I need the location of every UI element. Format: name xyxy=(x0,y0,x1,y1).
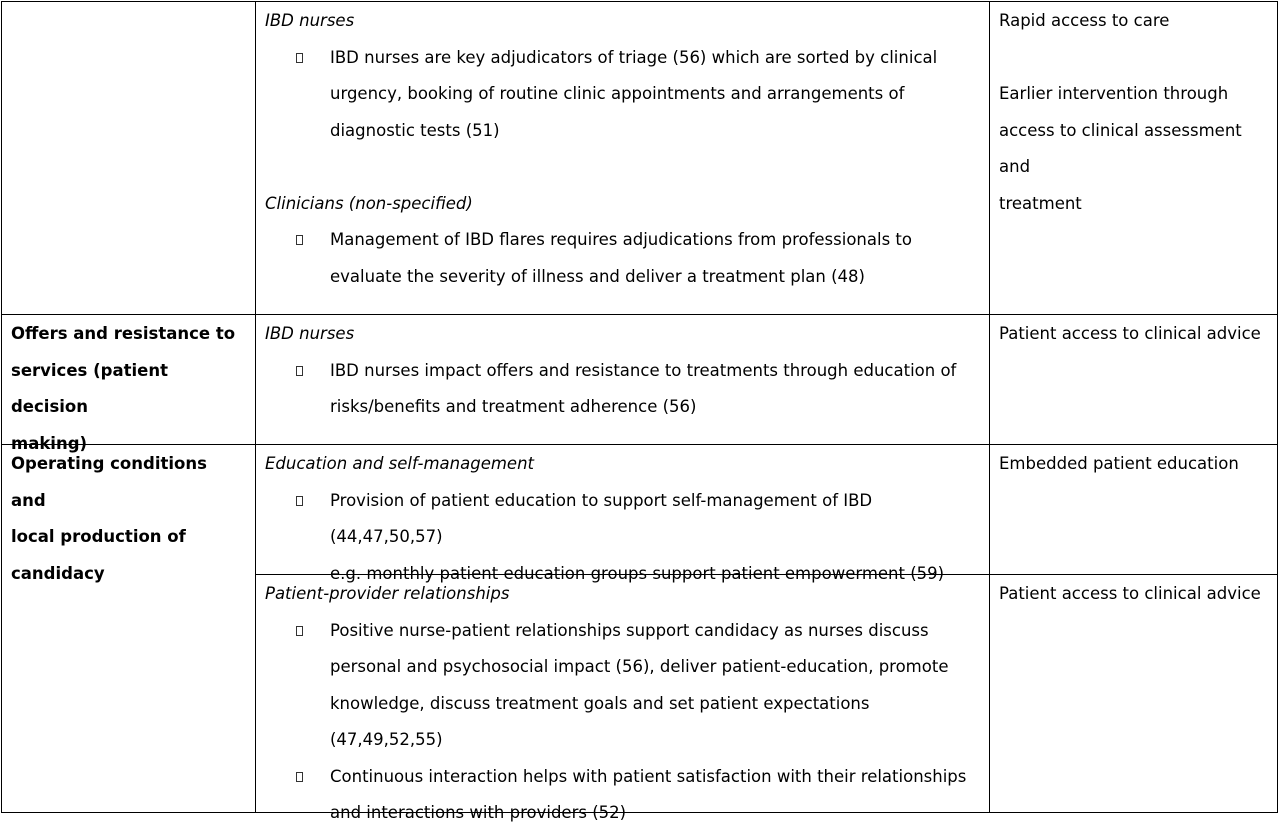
bullet-glyph-icon xyxy=(296,366,303,376)
row3-category-cell: Operating conditions and local production of candidacy xyxy=(1,444,256,813)
outcome-text: Earlier intervention through xyxy=(999,84,1229,103)
row4-evidence-cell xyxy=(255,574,990,822)
bullet-item: Continuous interaction helps with patient satisfaction with their relationships and interactions with providers (52) xyxy=(265,759,980,832)
bullet-item: Positive nurse-patient relationships support candidacy as nurses discuss personal and psychosocial impact (56), deliver patient-education, promote knowledge, discuss treatment goals and set patient expectations (47,49,52,55) xyxy=(265,613,980,759)
row3-outcome-cell xyxy=(989,444,1278,575)
row2-outcome-cell xyxy=(989,314,1278,445)
bullet-glyph-icon xyxy=(296,496,303,506)
bullet-item: IBD nurses impact offers and resistance to treatments through education of risks/benefits and treatment adherence (56) xyxy=(265,353,980,426)
section-heading: IBD nurses xyxy=(265,324,355,343)
outcome-text: Rapid access to care xyxy=(999,11,1170,30)
outcome-text: Patient access to clinical advice xyxy=(999,324,1261,343)
section-heading: IBD nurses xyxy=(265,11,355,30)
row2-evidence-cell xyxy=(255,314,990,445)
bullet-glyph-icon xyxy=(296,53,303,63)
bullet-glyph-icon xyxy=(296,235,303,245)
row2-category-cell: Offers and resistance to services (patient decision making) xyxy=(1,314,256,445)
outcome-text: Embedded patient education xyxy=(999,454,1239,473)
bullet-item: Provision of patient education to support self-management of IBD (44,47,50,57) e.g. monthly patient education groups support patient empowerment (59) xyxy=(265,483,980,593)
section-heading: Patient-provider relationships xyxy=(265,584,510,603)
outcome-text: Patient access to clinical advice xyxy=(999,584,1261,603)
row3-evidence-cell xyxy=(255,444,990,583)
row1-evidence-cell xyxy=(255,1,990,315)
outcome-text: access to clinical assessment and xyxy=(999,120,1242,176)
row4-outcome-cell xyxy=(989,574,1278,813)
bullet-glyph-icon xyxy=(296,626,303,636)
section-heading: Clinicians (non-specified) xyxy=(265,193,473,213)
bullet-item: IBD nurses are key adjudicators of triage (56) which are sorted by clinical urgency, booking of routine clinic appointments and arrangements of diagnostic tests (51) xyxy=(265,40,980,150)
outcome-text: treatment xyxy=(999,193,1082,213)
bullet-item: Management of IBD flares requires adjudications from professionals to evaluate the severity of illness and deliver a treatment plan (48) xyxy=(265,222,980,295)
row1-outcome-cell xyxy=(989,1,1278,315)
row1-category-cell xyxy=(1,1,256,315)
section-heading: Education and self-management xyxy=(265,454,535,473)
bullet-glyph-icon xyxy=(296,772,303,782)
evidence-table xyxy=(1,1,1278,822)
